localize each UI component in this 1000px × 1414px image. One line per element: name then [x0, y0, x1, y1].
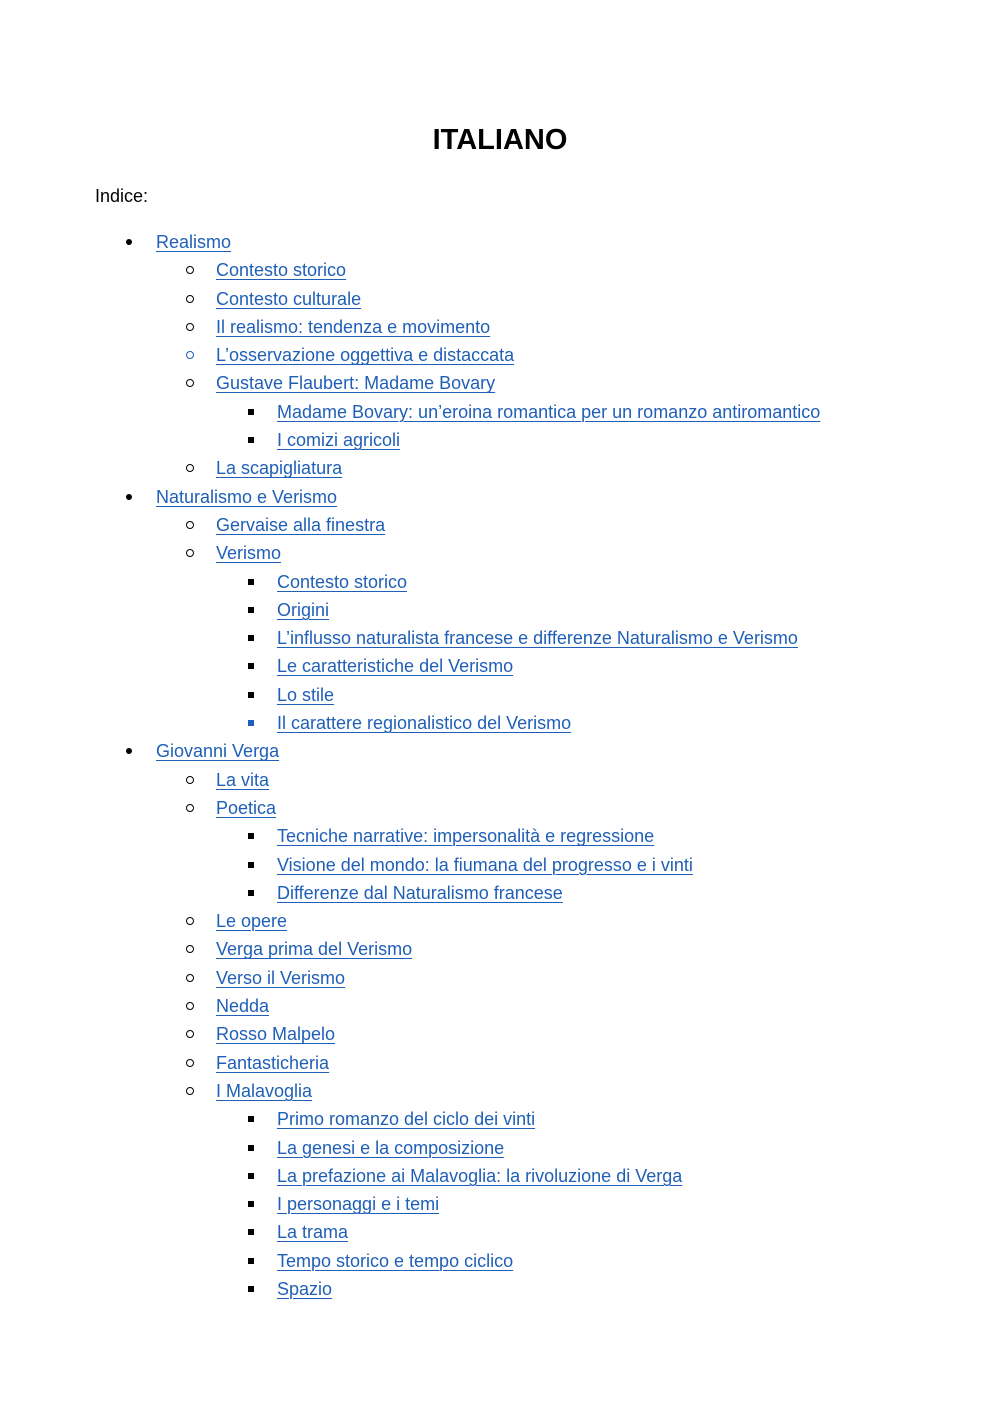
toc-entry: [0, 737, 1000, 765]
toc-entry: [0, 1077, 1000, 1105]
toc-link[interactable]: Verso il Verismo: [216, 967, 346, 988]
table-of-contents: [0, 228, 1000, 1303]
toc-entry: [0, 228, 1000, 256]
toc-entry: [0, 369, 1000, 397]
toc-entry: [0, 426, 1000, 454]
toc-link[interactable]: Tempo storico e tempo ciclico: [277, 1250, 514, 1271]
toc-entry: [0, 879, 1000, 907]
toc-link[interactable]: La vita: [216, 769, 270, 790]
toc-entry: [0, 822, 1000, 850]
toc-entry: [0, 964, 1000, 992]
toc-link[interactable]: Gustave Flaubert: Madame Bovary: [216, 373, 496, 394]
toc-link[interactable]: Il carattere regionalistico del Verismo: [277, 713, 572, 734]
toc-entry: [0, 1190, 1000, 1218]
toc-link[interactable]: Realismo: [156, 232, 232, 252]
toc-entry: [0, 1134, 1000, 1162]
index-label: Indice:: [95, 186, 149, 206]
toc-link[interactable]: Contesto storico: [277, 571, 408, 592]
toc-entry: [0, 1105, 1000, 1133]
toc-link[interactable]: Giovanni Verga: [156, 741, 280, 762]
toc-link[interactable]: Naturalismo e Verismo: [156, 486, 338, 507]
toc-entry: [0, 1049, 1000, 1077]
toc-link[interactable]: L’osservazione oggettiva e distaccata: [216, 345, 515, 366]
toc-link[interactable]: L’influsso naturalista francese e differenze Naturalismo e Verismo: [277, 628, 798, 649]
toc-entry: [0, 398, 1000, 426]
toc-link[interactable]: La genesi e la composizione: [277, 1137, 505, 1158]
toc-link[interactable]: La scapigliatura: [216, 458, 343, 479]
toc-entry: [0, 256, 1000, 284]
toc-link[interactable]: La prefazione ai Malavoglia: la rivoluzione di Verga: [277, 1165, 683, 1186]
toc-entry: [0, 454, 1000, 482]
toc-link[interactable]: Madame Bovary: un’eroina romantica per un romanzo antiromantico: [277, 401, 821, 422]
toc-link[interactable]: Primo romanzo del ciclo dei vinti: [277, 1109, 536, 1130]
toc-link[interactable]: Nedda: [216, 996, 270, 1017]
toc-link[interactable]: Differenze dal Naturalismo francese: [277, 882, 563, 903]
toc-link[interactable]: Gervaise alla finestra: [216, 514, 386, 535]
toc-entry: [0, 285, 1000, 313]
toc-entry: [0, 539, 1000, 567]
toc-link[interactable]: Lo stile: [277, 684, 335, 705]
toc-entry: [0, 652, 1000, 680]
toc-entry: [0, 313, 1000, 341]
toc-link[interactable]: Contesto culturale: [216, 288, 362, 309]
toc-link[interactable]: Visione del mondo: la fiumana del progresso e i vinti: [277, 854, 693, 875]
toc-entry: [0, 709, 1000, 737]
toc-entry: [0, 935, 1000, 963]
toc-link[interactable]: Rosso Malpelo: [216, 1024, 336, 1045]
toc-link[interactable]: Verismo: [216, 543, 282, 564]
toc-entry: [0, 1275, 1000, 1303]
toc-entry: [0, 1218, 1000, 1246]
toc-link[interactable]: I Malavoglia: [216, 1080, 313, 1101]
toc-link[interactable]: Fantasticheria: [216, 1052, 330, 1073]
toc-entry: [0, 341, 1000, 369]
toc-entry: [0, 794, 1000, 822]
toc-link[interactable]: La trama: [277, 1222, 349, 1243]
toc-entry: [0, 1247, 1000, 1275]
toc-link[interactable]: Origini: [277, 599, 330, 620]
toc-link[interactable]: Poetica: [216, 797, 277, 818]
toc-entry: [0, 511, 1000, 539]
toc-link[interactable]: Le caratteristiche del Verismo: [277, 656, 514, 677]
toc-link[interactable]: Spazio: [277, 1278, 333, 1299]
toc-entry: [0, 483, 1000, 511]
toc-entry: [0, 1162, 1000, 1190]
toc-link[interactable]: Verga prima del Verismo: [216, 939, 413, 960]
page-title: ITALIANO: [432, 124, 568, 156]
toc-entry: [0, 624, 1000, 652]
toc-entry: [0, 992, 1000, 1020]
toc-link[interactable]: I personaggi e i temi: [277, 1194, 440, 1215]
toc-link[interactable]: Contesto storico: [216, 260, 347, 281]
toc-entry: [0, 851, 1000, 879]
toc-link[interactable]: Tecniche narrative: impersonalità e regressione: [277, 826, 655, 847]
toc-entry: [0, 681, 1000, 709]
toc-link[interactable]: Le opere: [216, 911, 288, 932]
toc-entry: [0, 596, 1000, 624]
toc-link[interactable]: Il realismo: tendenza e movimento: [216, 316, 491, 337]
toc-entry: [0, 1020, 1000, 1048]
toc-entry: [0, 766, 1000, 794]
toc-link[interactable]: I comizi agricoli: [277, 430, 401, 451]
toc-entry: [0, 907, 1000, 935]
toc-entry: [0, 568, 1000, 596]
